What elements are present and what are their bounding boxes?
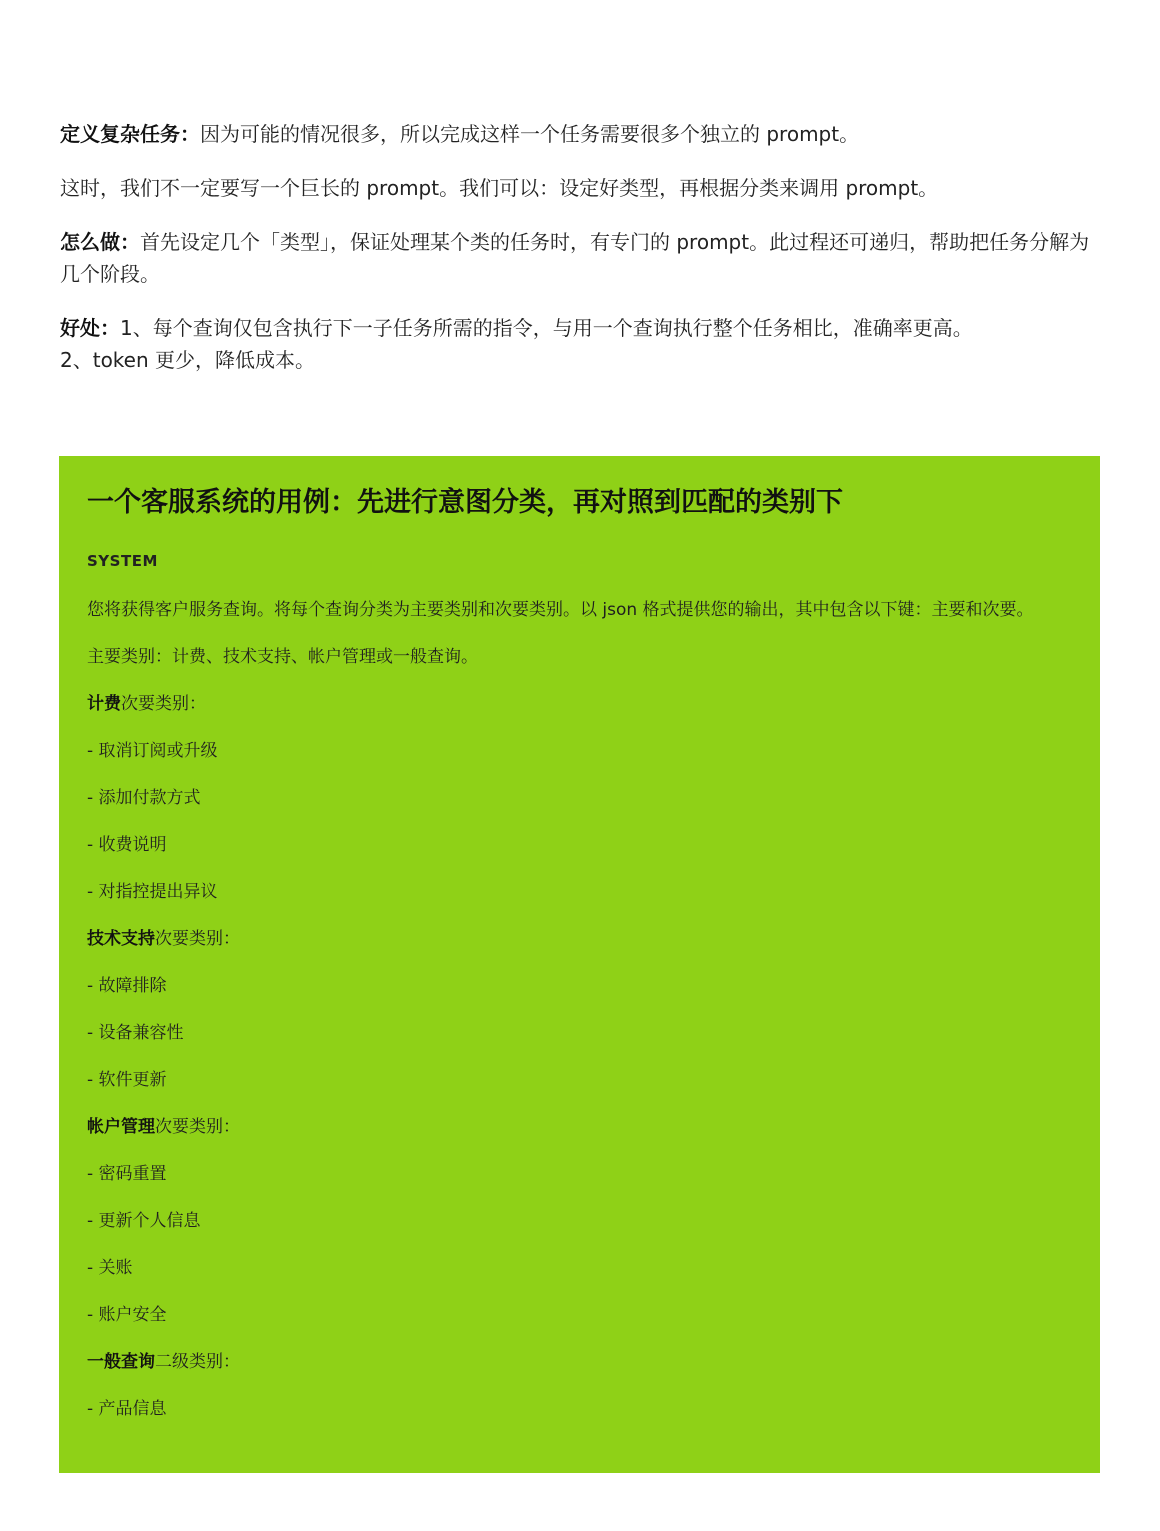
approach-text: 这时，我们不一定要写一个巨长的 prompt。我们可以：设定好类型，再根据分类来调用 prompt。 bbox=[60, 176, 939, 200]
list-item: - 更新个人信息 bbox=[87, 1211, 201, 1231]
list-item: - 取消订阅或升级 bbox=[87, 741, 218, 761]
benefits-text-2: 2、token 更少，降低成本。 bbox=[60, 348, 316, 372]
define-lead: 定义复杂任务： bbox=[60, 122, 200, 146]
panel-title: 一个客服系统的用例：先进行意图分类，再对照到匹配的类别下 bbox=[87, 487, 843, 518]
list-item: - 软件更新 bbox=[87, 1070, 167, 1090]
category-heading-tech: 技术支持次要类别： bbox=[87, 929, 240, 949]
intro-paragraph-howto bbox=[60, 226, 1105, 290]
category-heading-billing: 计费次要类别： bbox=[87, 694, 206, 714]
list-item: - 添加付款方式 bbox=[87, 788, 201, 808]
define-text: 因为可能的情况很多，所以完成这样一个任务需要很多个独立的 prompt。 bbox=[200, 122, 860, 146]
list-item: - 关账 bbox=[87, 1258, 133, 1278]
intro-paragraph-define bbox=[60, 118, 1105, 150]
primary-categories: 主要类别：计费、技术支持、帐户管理或一般查询。 bbox=[87, 647, 478, 667]
category-heading-general: 一般查询二级类别： bbox=[87, 1352, 240, 1372]
system-label: SYSTEM bbox=[87, 552, 158, 570]
list-item: - 对指控提出异议 bbox=[87, 882, 218, 902]
list-item: - 产品信息 bbox=[87, 1399, 167, 1419]
intro-paragraph-benefits bbox=[60, 312, 1105, 376]
list-item: - 收费说明 bbox=[87, 835, 167, 855]
list-item: - 设备兼容性 bbox=[87, 1023, 184, 1043]
list-item: - 密码重置 bbox=[87, 1164, 167, 1184]
intro-section bbox=[60, 118, 1105, 398]
system-description: 您将获得客户服务查询。将每个查询分类为主要类别和次要类别。以 json 格式提供您的输出，其中包含以下键：主要和次要。 bbox=[87, 600, 1034, 620]
howto-lead: 怎么做： bbox=[60, 230, 140, 254]
list-item: - 账户安全 bbox=[87, 1305, 167, 1325]
example-panel bbox=[59, 456, 1100, 1473]
category-heading-account: 帐户管理次要类别： bbox=[87, 1117, 240, 1137]
intro-paragraph-approach bbox=[60, 172, 1105, 204]
benefits-text-1: 1、每个查询仅包含执行下一子任务所需的指令，与用一个查询执行整个任务相比，准确率更高。 bbox=[120, 316, 973, 340]
benefits-lead: 好处： bbox=[60, 316, 120, 340]
howto-text: 首先设定几个「类型」，保证处理某个类的任务时，有专门的 prompt。此过程还可递归，帮助把任务分解为几个阶段。 bbox=[60, 230, 1090, 286]
list-item: - 故障排除 bbox=[87, 976, 167, 996]
